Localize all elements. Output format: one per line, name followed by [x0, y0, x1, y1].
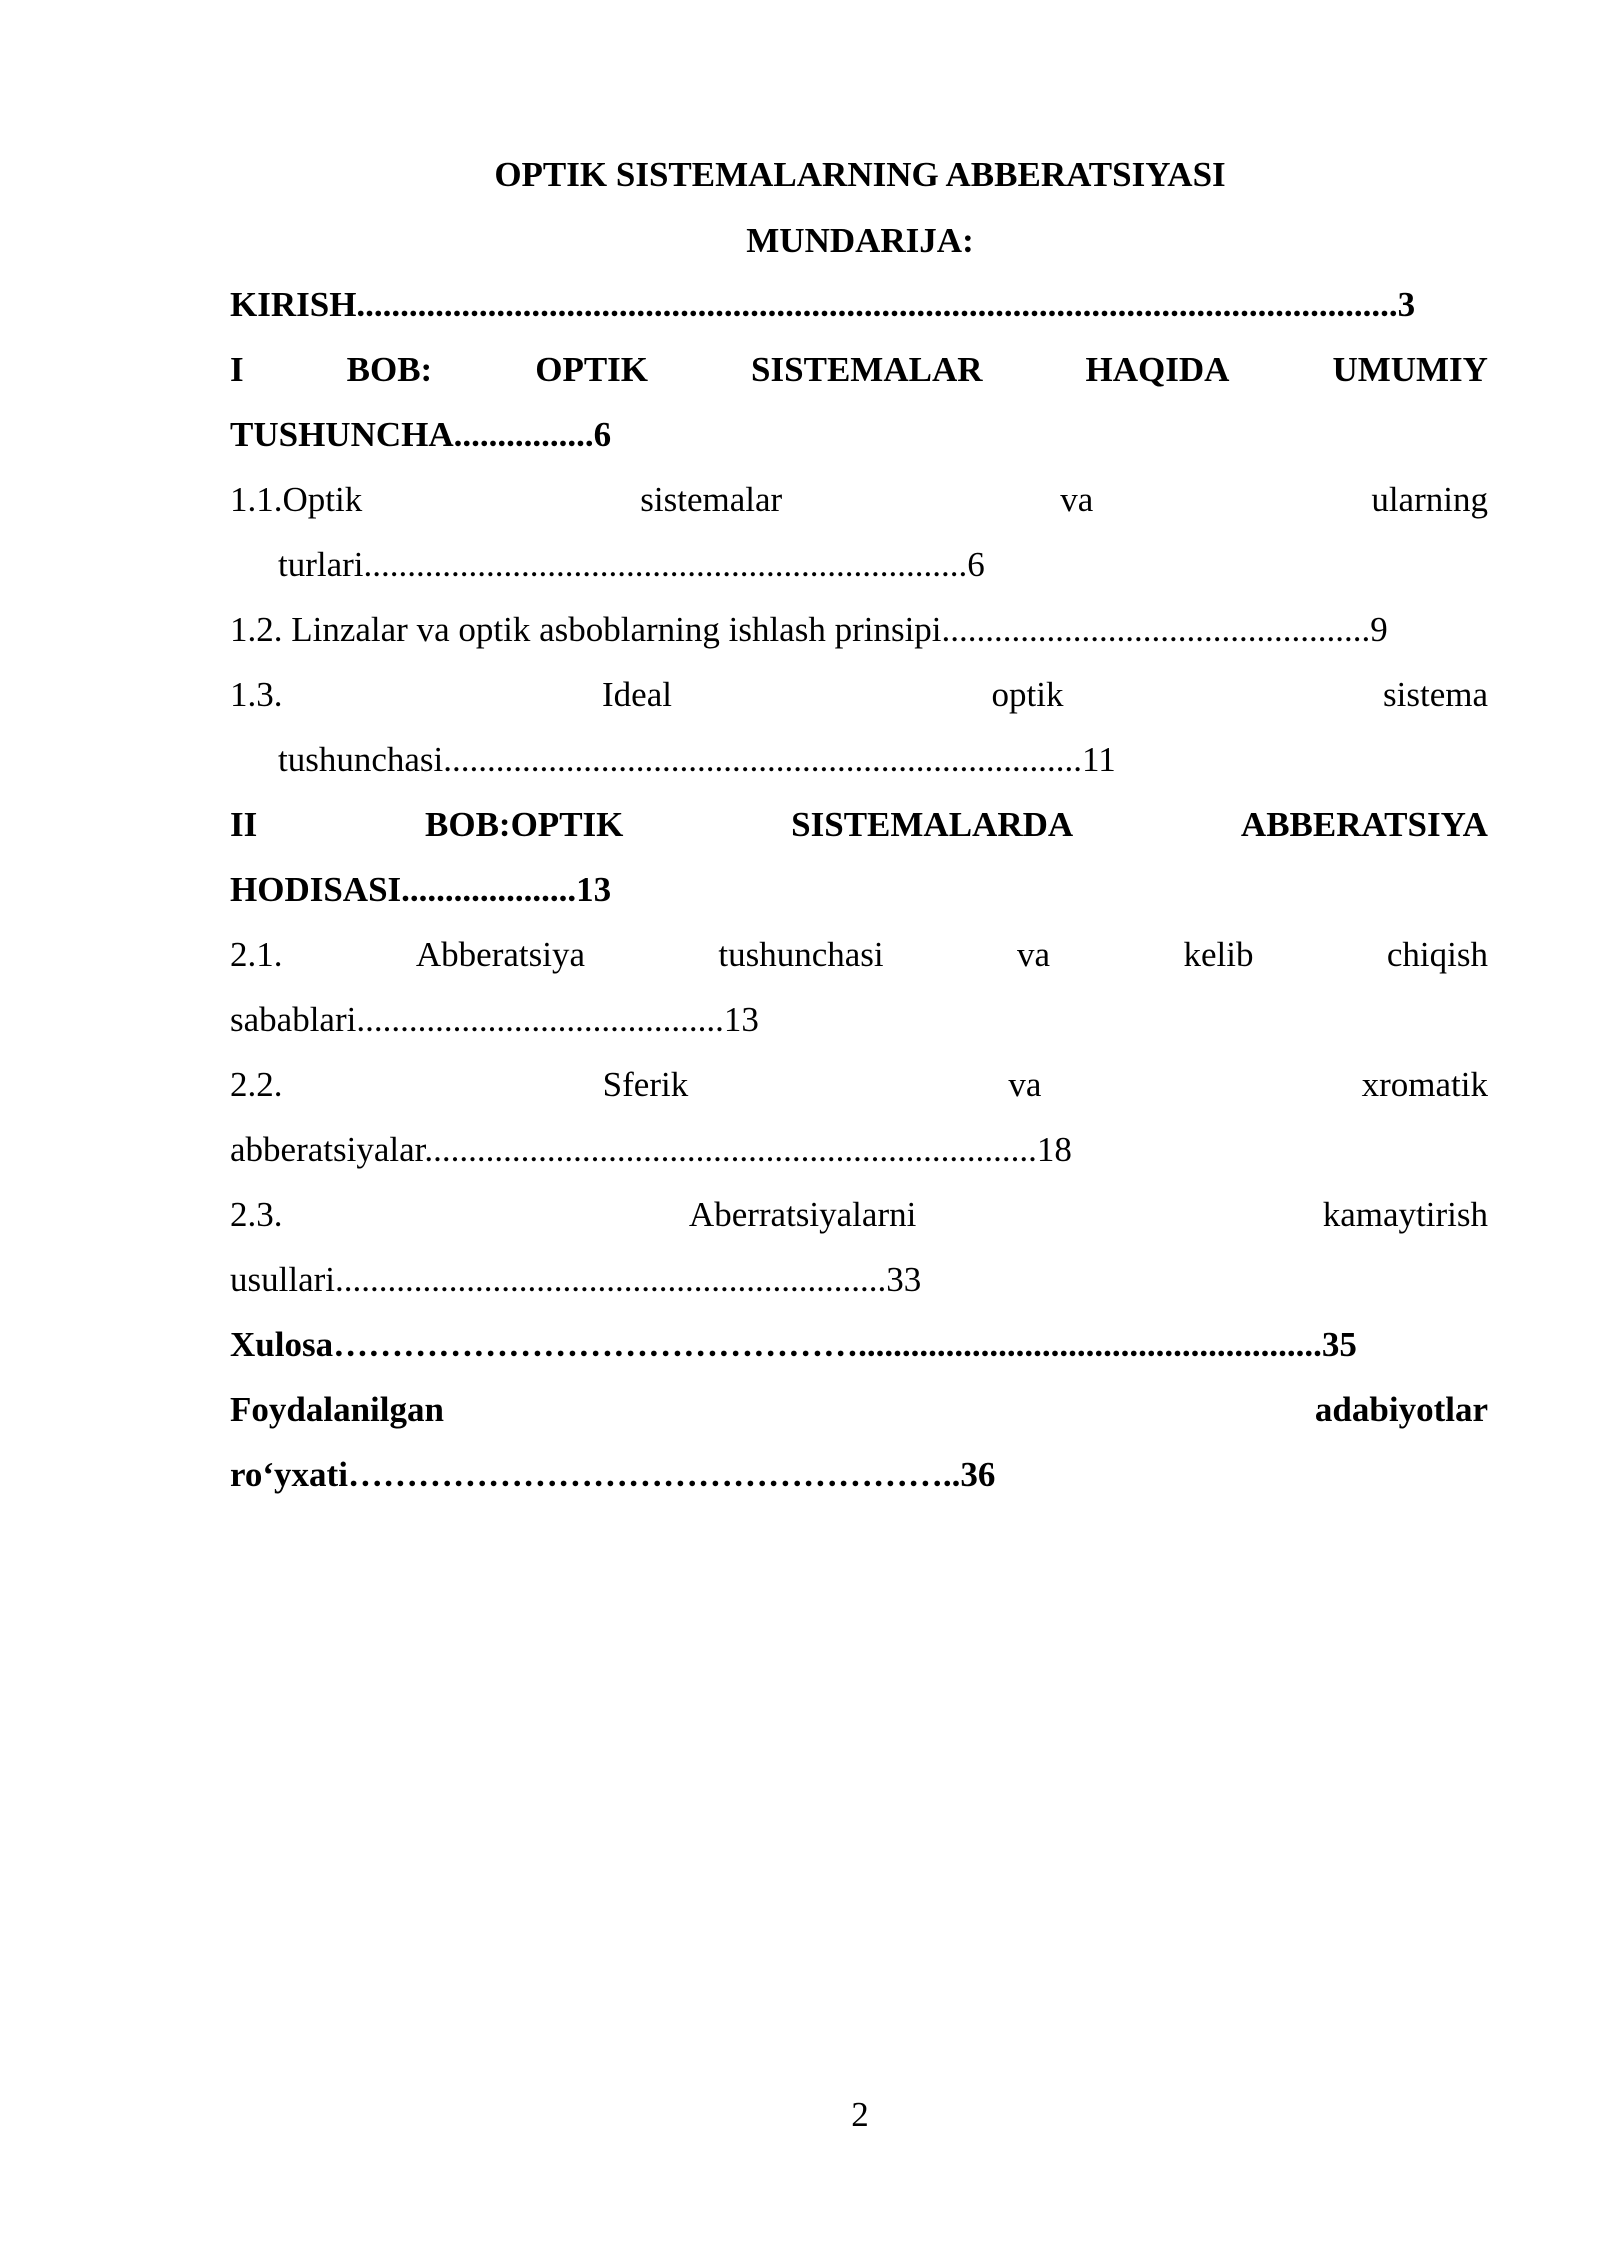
toc-word: I — [230, 350, 244, 389]
toc-entry-text: HODISASI....................13 — [230, 870, 612, 909]
toc-section-2-3 — [230, 1182, 1488, 1247]
toc-word: ABBERATSIYA — [1240, 805, 1488, 844]
toc-word: optik — [991, 675, 1064, 714]
toc-entry-kirish — [230, 272, 1488, 337]
toc-section-1-2 — [230, 597, 1488, 662]
toc-entry-xulosa — [230, 1312, 1488, 1377]
toc-entry-text: tushunchasi.........................................................................11 — [278, 740, 1116, 779]
toc-section-2-2-continuation — [230, 1117, 1488, 1182]
toc-word: kamaytirish — [1322, 1195, 1488, 1234]
table-of-contents — [230, 272, 1488, 1507]
toc-word: 1.1.Optik — [230, 480, 363, 519]
toc-word: SISTEMALARDA — [791, 805, 1074, 844]
toc-word: BOB: — [346, 350, 433, 389]
toc-word: sistema — [1383, 675, 1488, 714]
toc-word: 1.3. — [230, 675, 283, 714]
toc-word: chiqish — [1386, 935, 1488, 974]
toc-word: Aberratsiyalarni — [688, 1195, 917, 1234]
toc-word: ularning — [1371, 480, 1488, 519]
page-number: 2 — [851, 2095, 869, 2134]
toc-section-2-2 — [230, 1052, 1488, 1117]
document-title: OPTIK SISTEMALARNING ABBERATSIYASI — [494, 155, 1226, 194]
toc-entry-adabiyotlar-continuation — [230, 1442, 1488, 1507]
toc-word: Sferik — [602, 1065, 689, 1104]
toc-entry-adabiyotlar — [230, 1377, 1488, 1442]
toc-word: va — [1017, 935, 1051, 974]
toc-chapter-2 — [230, 792, 1488, 857]
toc-entry-text: TUSHUNCHA................6 — [230, 415, 612, 454]
toc-word: UMUMIY — [1332, 350, 1488, 389]
toc-section-2-1 — [230, 922, 1488, 987]
toc-entry-text: turlari.....................................................................6 — [278, 545, 985, 584]
toc-word: sistemalar — [640, 480, 783, 519]
toc-word: Ideal — [602, 675, 672, 714]
toc-word: xromatik — [1361, 1065, 1488, 1104]
toc-word: kelib — [1183, 935, 1254, 974]
toc-word: BOB:OPTIK — [425, 805, 624, 844]
toc-word: adabiyotlar — [1314, 1390, 1488, 1429]
toc-word: HAQIDA — [1085, 350, 1230, 389]
toc-section-1-1-continuation — [230, 532, 1488, 597]
toc-word: va — [1008, 1065, 1042, 1104]
toc-section-1-3-continuation — [230, 727, 1488, 792]
toc-section-1-3 — [230, 662, 1488, 727]
toc-word: Abberatsiya — [415, 935, 585, 974]
toc-chapter-2-continuation — [230, 857, 1488, 922]
toc-word: SISTEMALAR — [751, 350, 983, 389]
toc-word: II — [230, 805, 258, 844]
toc-entry-text: sabablari..........................................13 — [230, 1000, 759, 1039]
toc-section-2-1-continuation — [230, 987, 1488, 1052]
toc-entry-text: abberatsiyalar......................................................................18 — [230, 1130, 1072, 1169]
toc-heading: MUNDARIJA: — [746, 221, 974, 260]
toc-word: va — [1060, 480, 1094, 519]
toc-word: tushunchasi — [718, 935, 884, 974]
toc-word: OPTIK — [535, 350, 649, 389]
toc-word: 2.1. — [230, 935, 283, 974]
toc-entry-text: KIRISH.......................................................................................................................3 — [230, 285, 1416, 324]
toc-chapter-1 — [230, 337, 1488, 402]
toc-word: Foydalanilgan — [230, 1390, 444, 1429]
toc-entry-text: Xulosa……………………………………….....................................................35 — [230, 1325, 1357, 1364]
toc-entry-text: 1.2. Linzalar va optik asboblarning ishlash prinsipi.................................................9 — [230, 610, 1388, 649]
toc-word: 2.2. — [230, 1065, 283, 1104]
toc-section-1-1 — [230, 467, 1488, 532]
toc-section-2-3-continuation — [230, 1247, 1488, 1312]
toc-word: 2.3. — [230, 1195, 283, 1234]
toc-entry-text: usullari...............................................................33 — [230, 1260, 922, 1299]
toc-entry-text: ro‘yxati……………………………………………..36 — [230, 1455, 996, 1494]
toc-chapter-1-continuation — [230, 402, 1488, 467]
